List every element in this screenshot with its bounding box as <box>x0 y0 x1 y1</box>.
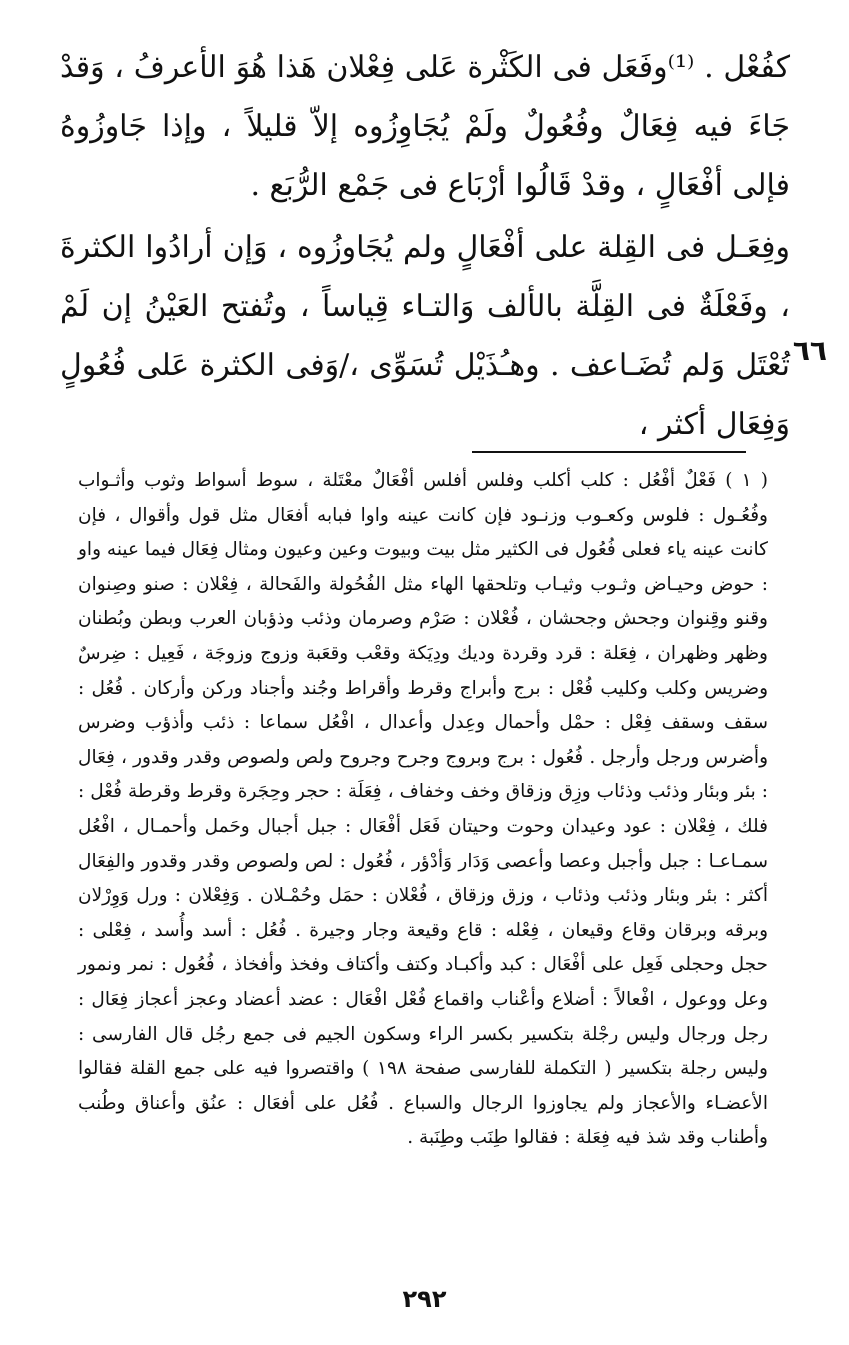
footnote-divider <box>472 451 746 453</box>
paragraph-1: كفُعْل . ⁽¹⁾وفَعَل فى الكَثْرة عَلى فِعْلان هَذا هُوَ الأعرفُ ، وَقدْ جَاءَ فيه فِعَالٌ وفُعُولٌ ولَمْ يُجَاوِزُوه إلاّ قليلاً ، وإذا جَاوزُوهُ فإلى أفْعَالٍ ، وقدْ قَالُوا أرْبَاع فى جَمْع الرُّبَع . <box>60 50 790 203</box>
main-text-block-1 <box>60 38 790 215</box>
footnotes-block <box>78 464 768 1156</box>
paragraph-2: وفِعَـل فى القِلة على أفْعَالٍ ولم يُجَاوزُوه ، وَإن أرادُوا الكثرةَ ، وفَعْلَةٌ فى القِلَّة بالألف وَالتـاء قِياساً ، وتُفتح العَيْنُ إن لَمْ تُعْتَل وَلم تُضَـاعف . وهـُذَيْل تُسَوِّى ،/وَفى الكثرة عَلى فُعُولٍ وَفِعَال أكثر ، <box>60 230 790 442</box>
main-text-block-2 <box>60 218 790 454</box>
margin-number: ٦٦ <box>792 334 827 367</box>
page-number: ٢٩٢ <box>402 1285 447 1313</box>
footnote-text: ( ١ ) فَعْلٌ أفْعُل : كلب أكلب وفلس أفلس أفْعَالٌ معْتَلة ، سوط أسواط وثوب وأثـواب وفُعُـول : فلوس وكعـوب وزنـود فإن كانت عينه واوا فبابه أفعَال مثل قول وأقوال ، فإن كانت عينه ياء فعلى فُعُول فى الكثير مثل بيت وبيوت وعين وعيون ومثال فِعَال فيما عينه واو : حوض وحيـاض وثـوب وثيـاب وتلحقها الهاء مثل الفُحُولة والفَحالة ، فِعْلان : صنو وصِنوان وقنو وقِنوان وجحش وجحشان ، فُعْلان : صَرْم وصرمان وذئب وذؤبان العرب وبطن وبُطنان وظهر وظهران ، فِعَلة : قرد وقردة وديك ودِيَكة وقعْب وقعَبة وزوج وزوجَة ، فَعِيل : ضِرسٌ وضريس وكلب وكليب فُعْل : برج وأبراج وقرط وأقراط وجُند وأجناد وركن وأركان . فُعُل : سقف وسقف فِعْل : حمْل وأحمال وعِدل وأعدال ، افْعُل سماعا : ذئب وأذؤب وضرس وأضرس ورجل وأرجل . فُعُول : برج وبروج وجرح وجروح ولص ولصوص وقدر وقدور ، فِعَال : بئر وبئار وذئب وذئاب وزِق وزقاق وخف وخفاف ، فِعَلَة : حجر وحِجَرة وقرط وقرطة فُعْل : فلك ، فِعْلان : عود وعيدان وحوت وحيتان فَعَل أفْعَال : جبل أجبال وحَمل وأحمـال ، افْعُل سمـاعـا : جبل وأجبل وعصا وأعصى وَدَار وَأدْؤر ، فُعُول : لص ولصوص وقدر وقدور والفِعَال أكثر : بئر وبئار وذئب وذئاب ، وزق وزقاق ، فُعْلان : حمَل وحُمْـلان . وَفِعْلان : ورل وَوِرْلان وبرقه وبرقان وقاع وقيعان ، فِعْله : قاع وقيعة وجار وجيرة . فُعُل : أسد وأُسد ، فِعْلى : حجل وحجلى فَعِل على أفْعَال : كبد وأكبـاد وكتف وأكتاف وفخذ وأفخاذ ، فُعُول : نمر ونمور وعل ووعول ، افْعالاً : أضلاع وأعْناب واقماع فُعْل افْعَال : عضد أعضاد وعجز أعجاز فِعَال : رجل ورجال وليس رجْلة بتكسير بكسر الراء وسكون الجيم فى جمع رجُل قال الفارسى : وليس رجلة بتكسير ( التكملة للفارسى صفحة ١٩٨ ) واقتصروا فيه على جمع القلة فقالوا الأعضـاء والأعجاز ولم يجاوزوا الرجال والسباع . فُعُل على أفعَال : عنُق وأعناق وطُنب وأطناب وقد شذ فيه فِعَلة : فقالوا طِنَب وطِنَبة . <box>78 470 768 1149</box>
